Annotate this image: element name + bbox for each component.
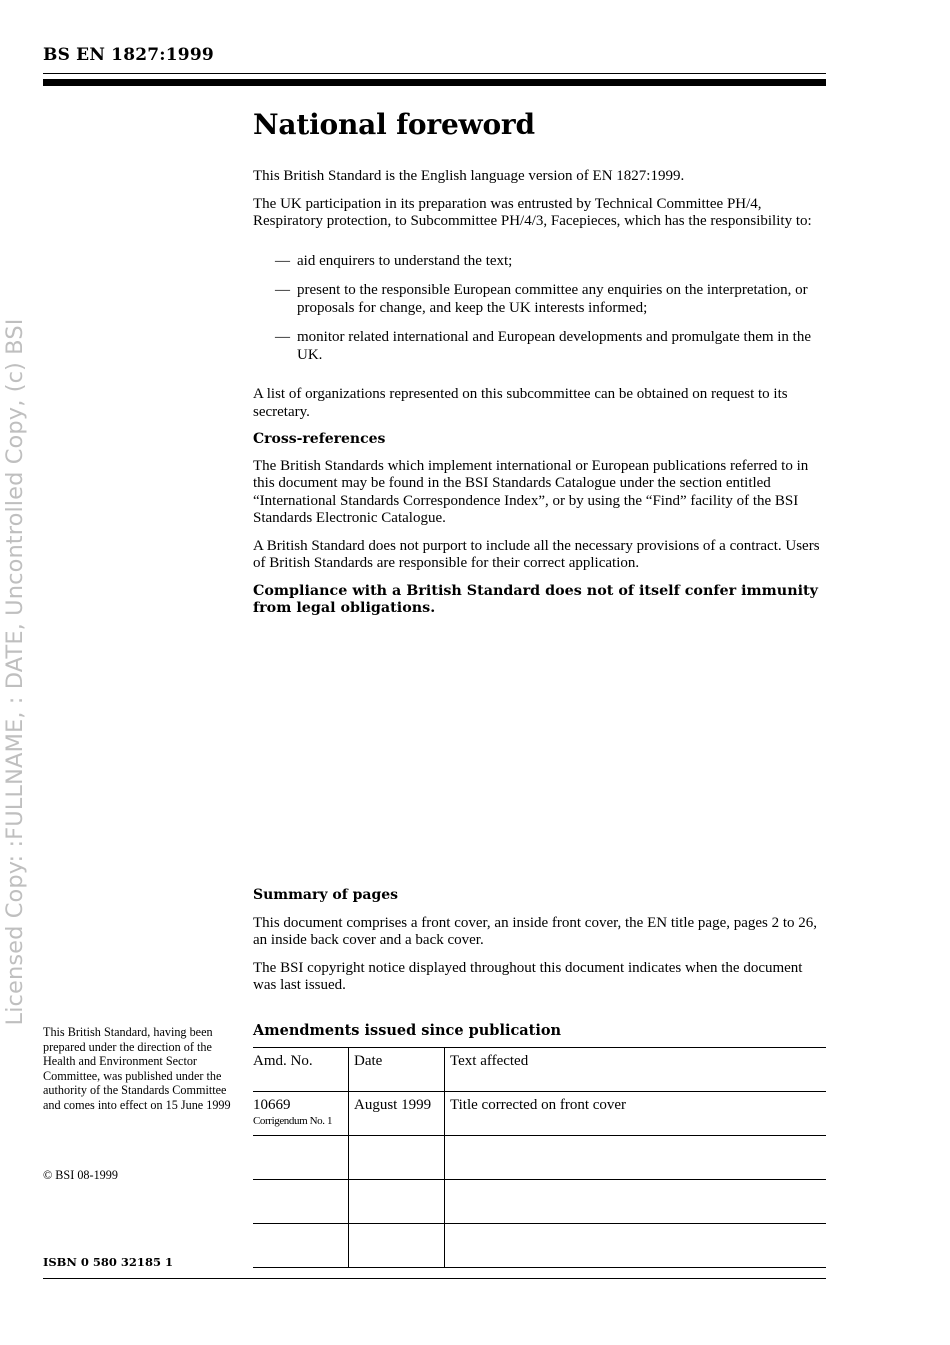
amendment-text-cell: Title corrected on front cover: [445, 1092, 827, 1136]
intro-paragraph: This British Standard is the English language version of EN 1827:1999.: [253, 168, 685, 184]
amendment-number-cell: 10669 Corrigendum No. 1: [253, 1092, 349, 1136]
column-header: Date: [349, 1048, 445, 1092]
column-header: Amd. No.: [253, 1048, 349, 1092]
summary-section: [253, 887, 826, 995]
table-row: [253, 1092, 826, 1136]
list-item: — present to the responsible European committee any enquiries on the interpretation, or proposals for change, and keep the UK interests informed;: [275, 282, 808, 316]
compliance-statement: Compliance with a British Standard does not of itself confer immunity from legal obligations.: [253, 582, 818, 616]
cross-references-heading: Cross-references: [253, 431, 386, 447]
column-header: Text affected: [445, 1048, 827, 1092]
table-row: [253, 1224, 826, 1268]
publication-note: This British Standard, having been prepared under the direction of the Health and Environment Sector Committee, was published under the authority of the Standards Committee and comes into effect on 15 June 1999: [43, 1025, 231, 1112]
header-thin-rule: [43, 73, 826, 74]
watermark-text: Licensed Copy: :FULLNAME, : DATE, Uncontrolled Copy, (c) BSI: [2, 318, 28, 1026]
amendments-table: [253, 1047, 826, 1268]
list-item: — monitor related international and European developments and promulgate them in the UK.: [275, 329, 812, 363]
list-item: — aid enquirers to understand the text;: [275, 252, 513, 269]
main-content: [253, 108, 826, 618]
organizations-paragraph: A list of organizations represented on this subcommittee can be obtained on request to its secretary.: [253, 386, 788, 420]
copyright-line: © BSI 08-1999: [43, 1168, 118, 1182]
table-row: [253, 1136, 826, 1180]
amendment-date-cell: August 1999: [349, 1092, 445, 1136]
table-row: [253, 1180, 826, 1224]
table-header-row: [253, 1048, 826, 1092]
header-thick-rule: [43, 79, 826, 86]
footer-rule: [43, 1278, 826, 1279]
isbn-line: ISBN 0 580 32185 1: [43, 1255, 173, 1269]
summary-paragraph: This document comprises a front cover, an inside front cover, the EN title page, pages 2 to 26, an inside back cover and a back cover.: [253, 914, 818, 948]
provisions-paragraph: A British Standard does not purport to include all the necessary provisions of a contract. Users of British Standards are responsible for their correct application.: [253, 537, 820, 571]
corrigendum-label: Corrigendum No. 1: [253, 1115, 333, 1127]
document-code: BS EN 1827:1999: [43, 45, 214, 65]
amendments-title: Amendments issued since publication: [253, 1022, 562, 1039]
page-title: National foreword: [253, 108, 535, 141]
copyright-notice-paragraph: The BSI copyright notice displayed throughout this document indicates when the document was last issued.: [253, 959, 803, 993]
cross-references-paragraph: The British Standards which implement international or European publications referred to in this document may be found in the BSI Standards Catalogue under the section entitled “International Standards Correspondence Index”, or by using the “Find” facility of the BSI Standards Electronic Catalogue.: [253, 457, 809, 526]
summary-heading: Summary of pages: [253, 887, 399, 903]
responsibility-list: [253, 253, 826, 365]
participation-paragraph: The UK participation in its preparation was entrusted by Technical Committee PH/4, Respiratory protection, to Subcommittee PH/4/3, Facepieces, which has the responsibility to:: [253, 195, 812, 229]
